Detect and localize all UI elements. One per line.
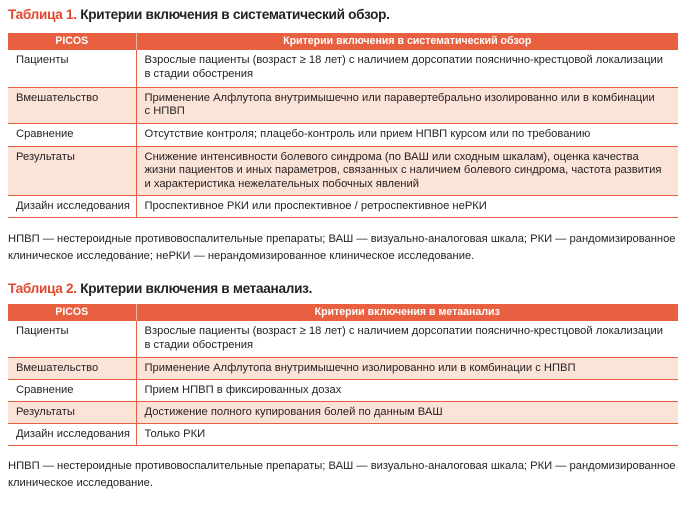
table1-caption-title: Критерии включения в систематический обзор. bbox=[76, 7, 390, 22]
table1 bbox=[8, 33, 678, 218]
table2-row bbox=[8, 401, 678, 423]
table1-caption bbox=[8, 7, 390, 22]
table2-header-row bbox=[8, 304, 678, 321]
table2-row-key: Дизайн исследования bbox=[8, 423, 136, 445]
table2-row-value bbox=[136, 357, 678, 379]
value-line: Взрослые пациенты (возраст ≥ 18 лет) с наличием дорсопатии пояснично-крестцовой локализации bbox=[144, 54, 664, 66]
value-line: и характеристика нежелательных побочных явлений bbox=[144, 177, 419, 190]
table2-row-value bbox=[136, 401, 678, 423]
table2-caption-title: Критерии включения в метаанализ. bbox=[76, 281, 313, 296]
table1-header-row bbox=[8, 33, 678, 50]
table2-row bbox=[8, 321, 678, 357]
table1-row-value bbox=[136, 50, 678, 87]
table2-row-key: Пациенты bbox=[8, 321, 136, 357]
table1-row-key: Сравнение bbox=[8, 123, 136, 146]
table1-row bbox=[8, 146, 678, 195]
value-line: Только РКИ bbox=[144, 427, 206, 440]
table1-header-picos: PICOS bbox=[8, 33, 136, 50]
table2-row-value bbox=[136, 379, 678, 401]
value-line: в стадии обострения bbox=[144, 338, 253, 351]
table1-row-key: Результаты bbox=[8, 146, 136, 195]
table1-row-value bbox=[136, 146, 678, 195]
value-line: Достижение полного купирования болей по данным ВАШ bbox=[144, 405, 443, 418]
table1-row bbox=[8, 123, 678, 146]
table1-header-criteria: Критерии включения в систематический обзор bbox=[136, 33, 678, 50]
table1-caption-number: Таблица 1. bbox=[8, 7, 77, 22]
table1-row bbox=[8, 87, 678, 123]
value-line: Снижение интенсивности болевого синдрома (по ВАШ или сходным шкалам), оценка качества bbox=[144, 150, 639, 163]
table2-row bbox=[8, 379, 678, 401]
value-line: Применение Алфлутопа внутримышечно изолированно или в комбинации с НПВП bbox=[144, 361, 576, 374]
table2 bbox=[8, 304, 678, 446]
value-line: Проспективное РКИ или проспективное / ретроспективное неРКИ bbox=[144, 199, 487, 212]
table2-row bbox=[8, 357, 678, 379]
table1-row-value bbox=[136, 87, 678, 123]
value-line: Отсутствие контроля; плацебо-контроль или прием НПВП курсом или по требованию bbox=[144, 127, 591, 140]
table2-row-key: Результаты bbox=[8, 401, 136, 423]
table2-row bbox=[8, 423, 678, 445]
table1-row-key: Вмешательство bbox=[8, 87, 136, 123]
table1-row bbox=[8, 195, 678, 217]
value-line: жизни пациентов и иных параметров, связанных с наличием болевого синдрома, частота развития bbox=[144, 164, 662, 177]
table1-row-key: Пациенты bbox=[8, 50, 136, 87]
value-line: Прием НПВП в фиксированных дозах bbox=[144, 383, 342, 396]
table2-caption-number: Таблица 2. bbox=[8, 281, 77, 296]
table2-row-key: Сравнение bbox=[8, 379, 136, 401]
table2-footnote bbox=[8, 458, 680, 492]
table2-row-value bbox=[136, 423, 678, 445]
table1-footnote bbox=[8, 231, 680, 265]
table1-row-value bbox=[136, 195, 678, 217]
table2-header-picos: PICOS bbox=[8, 304, 136, 321]
table1-row-key: Дизайн исследования bbox=[8, 195, 136, 217]
footnote-line: клиническое исследование. bbox=[8, 476, 153, 489]
footnote-line: НПВП — нестероидные противовоспалительные препараты; ВАШ — визуально-аналоговая шкала; РКИ — рандомизированное bbox=[8, 460, 676, 472]
footnote-line: клиническое исследование; неРКИ — нерандомизированное клиническое исследование. bbox=[8, 249, 475, 262]
footnote-line: НПВП — нестероидные противовоспалительные препараты; ВАШ — визуально-аналоговая шкала; РКИ — рандомизированное bbox=[8, 233, 676, 245]
table2-row-value bbox=[136, 321, 678, 357]
value-line: в стадии обострения bbox=[144, 67, 253, 80]
table2-row-key: Вмешательство bbox=[8, 357, 136, 379]
value-line: Взрослые пациенты (возраст ≥ 18 лет) с наличием дорсопатии пояснично-крестцовой локализации bbox=[144, 325, 664, 337]
value-line: Применение Алфлутопа внутримышечно или паравертебрально изолированно или в комбинации bbox=[144, 91, 655, 104]
table1-row bbox=[8, 50, 678, 87]
table2-caption bbox=[8, 281, 312, 296]
table1-row-value bbox=[136, 123, 678, 146]
value-line: с НПВП bbox=[144, 105, 185, 118]
table2-header-criteria: Критерии включения в метаанализ bbox=[136, 304, 678, 321]
